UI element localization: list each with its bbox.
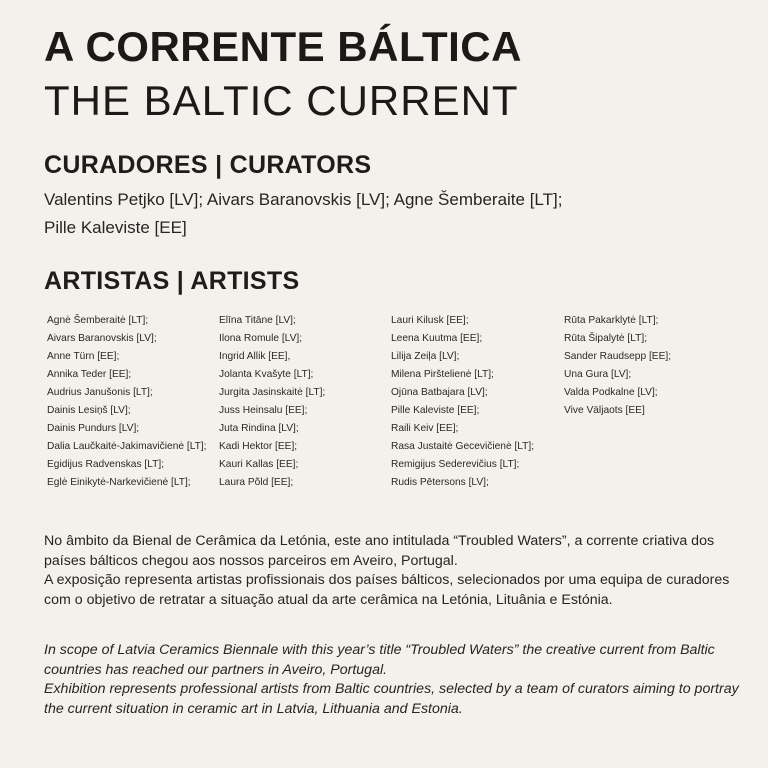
title-portuguese: A CORRENTE BÁLTICA [44,23,522,70]
artist-name: Annika Teder [EE]; [47,369,132,380]
curators-line-2: Pille Kaleviste [EE] [44,218,187,237]
artist-name: Dainis Pundurs [LV]; [47,423,140,434]
artist-name: Leena Kuutma [EE]; [391,333,483,344]
artist-name: Agnė Šemberaitė [LT]; [47,315,149,326]
artist-name: Juss Heinsalu [EE]; [219,405,308,416]
artists-column-3 [391,312,534,492]
artist-name: Rūta Šipalytė [LT]; [564,333,648,344]
artist-name: Remigijus Sederevičius [LT]; [391,459,520,470]
artists-column-2 [219,312,325,492]
artist-name: Raili Keiv [EE]; [391,423,459,434]
curators-line-1: Valentins Petjko [LV]; Aivars Baranovskis [LV]; Agne Šemberaite [LT]; [44,190,563,209]
description-en-paragraph-1: In scope of Latvia Ceramics Biennale with this year’s title “Troubled Waters” the creative current from Baltic countries has reached our partners in Aveiro, Portugal. [44,642,715,678]
artist-name: Jurgita Jasinskaitė [LT]; [219,387,326,398]
artist-name: Milena Pirštelienė [LT]; [391,369,494,380]
description-pt-paragraph-1: No âmbito da Bienal de Cerâmica da Letónia, este ano intitulada “Troubled Waters”, a corrente criativa dos países bálticos chegou aos nossos parceiros em Aveiro, Portugal. [44,533,715,569]
artist-name: Lauri Kilusk [EE]; [391,315,469,326]
artist-name: Dainis Lesiņš [LV]; [47,405,131,416]
description-en-paragraph-2: Exhibition represents professional artists from Baltic countries, selected by a team of curators aiming to portray the current situation in ceramic art in Latvia, Lithuania and Estonia. [44,681,739,717]
artist-name: Valda Podkalne [LV]; [564,387,658,398]
artist-name: Anne Türn [EE]; [47,351,120,362]
artist-name: Ojūna Batbajara [LV]; [391,387,488,398]
artists-heading: ARTISTAS | ARTISTS [44,267,300,295]
artist-name: Eglė Einikytė-Narkevičienė [LT]; [47,477,191,488]
artist-name: Jolanta Kvašyte [LT]; [219,369,314,380]
artist-name: Rasa Justaitė Gecevičienė [LT]; [391,441,535,452]
artist-name: Pille Kaleviste [EE]; [391,405,480,416]
artist-name: Lilija Zeiļa [LV]; [391,351,460,362]
artist-name: Rudis Pētersons [LV]; [391,477,489,488]
artist-name: Aivars Baranovskis [LV]; [47,333,157,344]
artist-name: Ingrid Allik [EE], [219,351,291,362]
curators-list [44,186,744,242]
artist-name: Kadi Hektor [EE]; [219,441,298,452]
artist-name: Elīna Titāne [LV]; [219,315,296,326]
artist-name: Ilona Romule [LV]; [219,333,303,344]
artist-name: Vive Väljaots [EE] [564,405,645,416]
artist-name: Dalia Laučkaitė-Jakimavičienė [LT]; [47,441,207,452]
curators-heading: CURADORES | CURATORS [44,151,372,179]
artist-name: Juta Rindina [LV]; [219,423,299,434]
artist-name: Una Gura [LV]; [564,369,632,380]
artists-column-4 [564,312,671,420]
artist-name: Egidijus Radvenskas [LT]; [47,459,165,470]
artist-name: Sander Raudsepp [EE]; [564,351,672,362]
artist-name: Audrius Janušonis [LT]; [47,387,153,398]
artist-name: Laura Põld [EE]; [219,477,294,488]
artists-column-1 [47,312,206,492]
artist-name: Kauri Kallas [EE]; [219,459,299,470]
description-pt-paragraph-2: A exposição representa artistas profissionais dos países bálticos, selecionados por uma equipa de curadores com o objetivo de retratar a situação atual da arte cerâmica na Letónia, Lituânia e Estónia. [44,572,730,608]
artist-name: Rūta Pakarklytė [LT]; [564,315,659,326]
title-english: THE BALTIC CURRENT [44,77,519,124]
